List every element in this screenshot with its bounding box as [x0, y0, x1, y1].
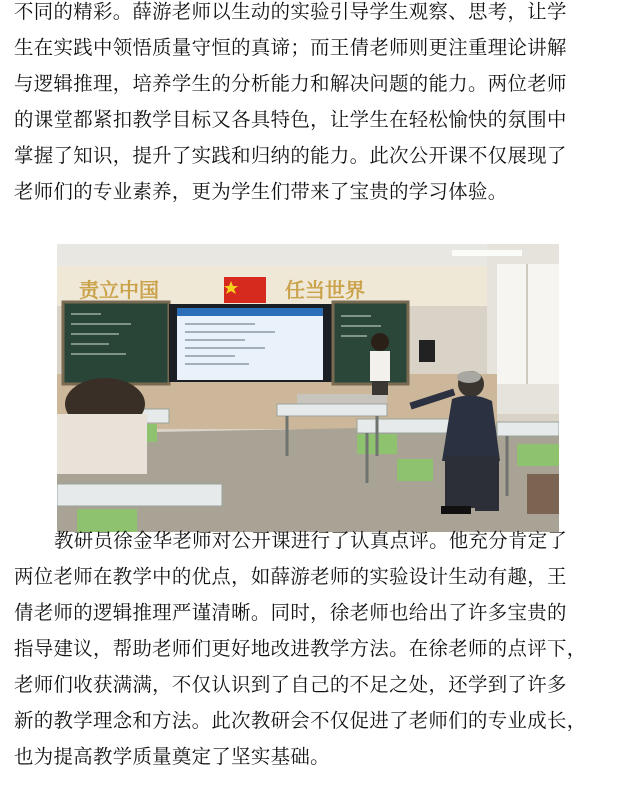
text-line: 生在实践中领悟质量守恒的真谛；而王倩老师则更注重理论讲解: [14, 36, 567, 59]
wall-slogan-right: 任当世界: [285, 278, 365, 302]
text-line: 老师们收获满满，不仅认识到了自己的不足之处，还学到了许多: [14, 673, 567, 696]
text-line: 掌握了知识，提升了实践和归纳的能力。此次公开课不仅展现了: [14, 144, 567, 167]
text-line: 指导建议，帮助老师们更好地改进教学方法。在徐老师的点评下，: [14, 637, 587, 660]
text-line: 老师们的专业素养，更为学生们带来了宝贵的学习体验。: [14, 180, 508, 203]
text-line: 倩老师的逻辑推理严谨清晰。同时，徐老师也给出了许多宝贵的: [14, 601, 567, 624]
student-figure: [57, 378, 147, 474]
text-line: 与逻辑推理，培养学生的分析能力和解决问题的能力。两位老师: [14, 72, 567, 95]
paragraph-1: [14, 0, 610, 210]
text-line: 新的教学理念和方法。此次教研会不仅促进了老师们的专业成长，: [14, 709, 587, 732]
teacher-figure: [370, 333, 390, 395]
paragraph-2: [14, 523, 610, 775]
text-line: 的课堂都紧扣教学目标又各具特色，让学生在轻松愉快的氛围中: [14, 108, 567, 131]
wall-slogan-left: 责立中国: [79, 278, 159, 302]
text-line: 两位老师在教学中的优点，如薛游老师的实验设计生动有趣，王: [14, 565, 567, 588]
text-line: 也为提高教学质量奠定了坚实基础。: [14, 745, 330, 768]
classroom-photo: [57, 244, 559, 532]
text-line: 不同的精彩。薛游老师以生动的实验引导学生观察、思考，让学: [14, 0, 567, 23]
text-line: 教研员徐金华老师对公开课进行了认真点评。他充分肯定了: [54, 529, 568, 552]
classroom-scene: [57, 244, 559, 532]
flag-icon: [224, 277, 266, 303]
